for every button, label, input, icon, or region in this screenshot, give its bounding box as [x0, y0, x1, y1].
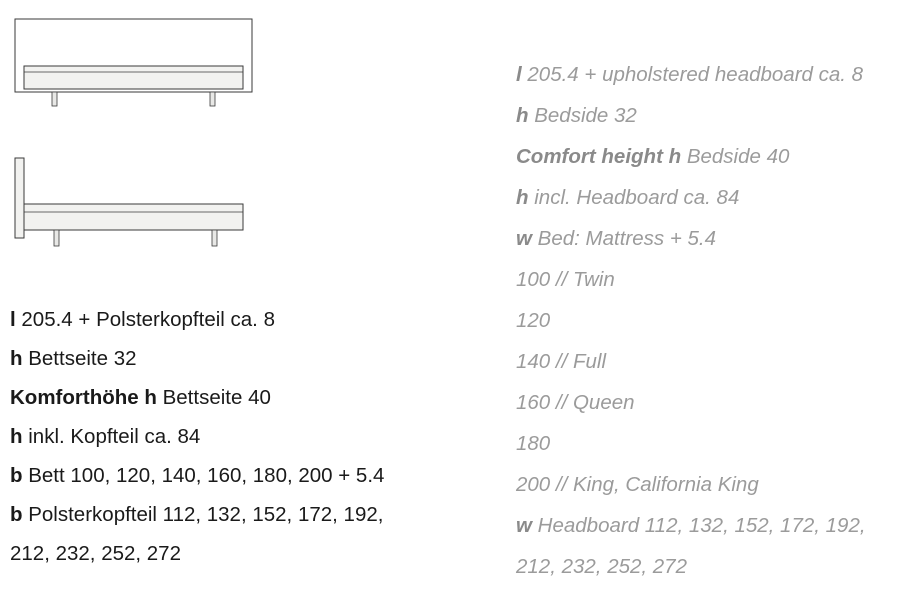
spec-line: [516, 505, 916, 546]
spec-line: [516, 177, 916, 218]
spec-key: l: [10, 308, 16, 331]
spec-value: inkl. Kopfteil ca. 84: [28, 425, 201, 448]
spec-line: [516, 300, 916, 341]
spec-key: Comfort height h: [516, 145, 682, 168]
spec-value: 205.4 + upholstered headboard ca. 8: [527, 63, 864, 86]
bed-side-view-with-headboard-drawing: [10, 152, 260, 257]
spec-key: h: [10, 425, 23, 448]
spec-value: Bettseite 40: [162, 386, 271, 409]
spec-value: 180: [516, 432, 551, 455]
spec-line: [10, 378, 490, 417]
spec-value: Bedside 32: [534, 104, 637, 127]
spec-value: Bett 100, 120, 140, 160, 180, 200 + 5.4: [28, 464, 385, 487]
spec-line: [516, 218, 916, 259]
spec-line: [10, 300, 490, 339]
spec-line: [516, 341, 916, 382]
spec-key: Komforthöhe h: [10, 386, 157, 409]
spec-line: [10, 495, 490, 534]
spec-value: incl. Headboard ca. 84: [534, 186, 740, 209]
spec-value: 212, 232, 252, 272: [10, 542, 181, 565]
spec-value: 160 // Queen: [516, 391, 635, 414]
spec-value: 200 // King, California King: [516, 473, 759, 496]
spec-key: w: [516, 227, 532, 250]
spec-line: [10, 417, 490, 456]
spec-key: b: [10, 503, 23, 526]
spec-value: 100 // Twin: [516, 268, 615, 291]
spec-key: b: [10, 464, 23, 487]
spec-line: [10, 456, 490, 495]
spec-key: h: [10, 347, 23, 370]
spec-value: Headboard 112, 132, 152, 172, 192,: [537, 514, 866, 537]
spec-line: [10, 339, 490, 378]
spec-value: Bettseite 32: [28, 347, 137, 370]
bed-front-view-drawing: [10, 14, 260, 114]
spec-line: [516, 464, 916, 505]
spec-value: Bedside 40: [686, 145, 790, 168]
spec-line: [516, 546, 916, 587]
spec-line: [516, 136, 916, 177]
spec-line: [516, 382, 916, 423]
spec-line: [516, 95, 916, 136]
spec-list-german: [10, 300, 490, 573]
spec-value: 120: [516, 309, 551, 332]
spec-value: 205.4 + Polsterkopfteil ca. 8: [21, 308, 275, 331]
spec-key: h: [516, 186, 529, 209]
spec-key: l: [516, 63, 522, 86]
spec-key: w: [516, 514, 532, 537]
spec-key: h: [516, 104, 529, 127]
spec-line: [10, 534, 490, 573]
spec-line: [516, 54, 916, 95]
spec-line: [516, 259, 916, 300]
spec-value: Bed: Mattress + 5.4: [537, 227, 716, 250]
spec-line: [516, 423, 916, 464]
right-column-english: [516, 54, 916, 587]
spec-value: 140 // Full: [516, 350, 607, 373]
spec-value: 212, 232, 252, 272: [516, 555, 687, 578]
spec-value: Polsterkopfteil 112, 132, 152, 172, 192,: [28, 503, 384, 526]
